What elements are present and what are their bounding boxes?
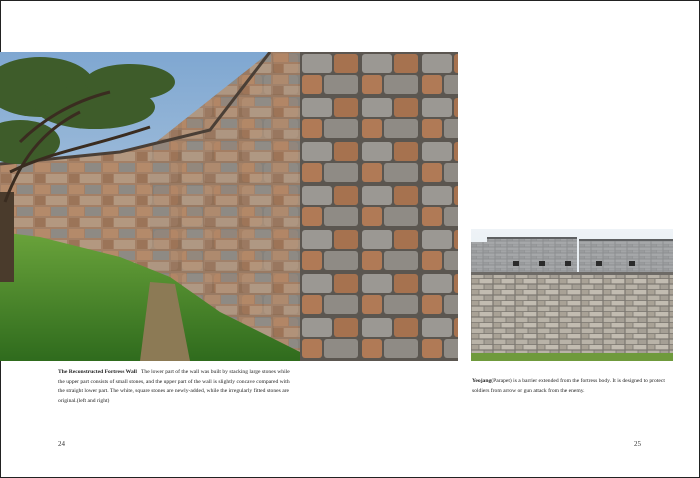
- caption-title: Yeojang: [472, 378, 492, 384]
- right-photo-caption: [472, 377, 682, 396]
- page-number-right: 25: [634, 440, 641, 448]
- caption-body: The lower part of the wall was built by stacking large stones while the upper part consists of small stones, and the upper part of the wall is slightly concave compared with the straight lower part. The white, square stones are newly-added, while the irregularly fitted stones are original.(left and right): [58, 369, 290, 404]
- parapet-illustration: [471, 229, 673, 361]
- fortress-wall-photo: [0, 52, 458, 361]
- page-number-left: 24: [58, 440, 65, 448]
- parapet-photo: [471, 229, 673, 361]
- fortress-wall-illustration: [0, 52, 458, 361]
- caption-body: (Parapet) is a barrier extended from the fortress body. It is designed to protect soldiers from arrow or gun attack from the enemy.: [472, 378, 665, 394]
- left-photo-caption: [58, 368, 290, 406]
- caption-title: The Reconstructed Fortress Wall: [58, 369, 137, 375]
